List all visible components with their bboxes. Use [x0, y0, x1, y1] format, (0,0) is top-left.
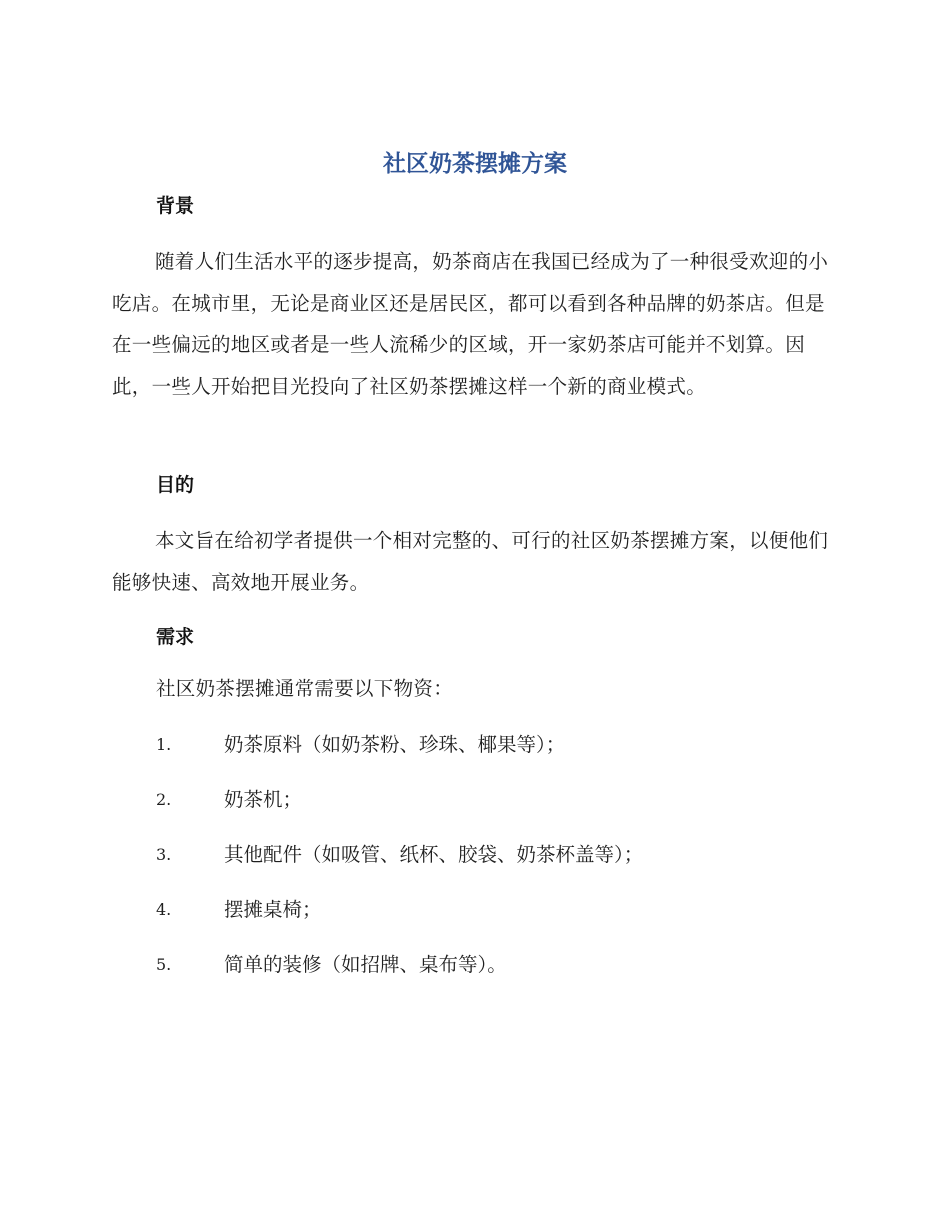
paragraph-background: 随着人们生活水平的逐步提高，奶茶商店在我国已经成为了一种很受欢迎的小吃店。在城市里，无论是商业区还是居民区，都可以看到各种品牌的奶茶店。但是在一些偏远的地区或者是一些人流稀少的区域，开一家奶茶店可能并不划算。因此，一些人开始把目光投向了社区奶茶摆摊这样一个新的商业模式。 [112, 250, 829, 398]
list-text: 奶茶机； [224, 788, 303, 811]
section-heading-needs: 需求 [156, 626, 195, 648]
list-number: 2. [156, 790, 172, 809]
document-title: 社区奶茶摆摊方案 [383, 151, 567, 177]
section-heading-background: 背景 [156, 195, 195, 217]
list-item [156, 839, 836, 871]
list-item [156, 784, 836, 816]
list-number: 5. [156, 955, 172, 974]
list-number: 4. [156, 900, 172, 919]
list-text: 摆摊桌椅； [224, 898, 322, 921]
section-heading-purpose: 目的 [156, 474, 195, 496]
list-number: 3. [156, 845, 172, 864]
list-item [156, 729, 836, 761]
list-item [156, 894, 836, 926]
list-number: 1. [156, 735, 172, 754]
list-text: 简单的装修（如招牌、桌布等）。 [224, 953, 507, 976]
list-item [156, 949, 836, 981]
list-text: 其他配件（如吸管、纸杯、胶袋、奶茶杯盖等）； [224, 843, 644, 866]
paragraph-needs-intro: 社区奶茶摆摊通常需要以下物资： [156, 677, 454, 700]
list-text: 奶茶原料（如奶茶粉、珍珠、椰果等）； [224, 733, 566, 756]
paragraph-purpose: 本文旨在给初学者提供一个相对完整的、可行的社区奶茶摆摊方案，以便他们能够快速、高效地开展业务。 [112, 529, 829, 594]
